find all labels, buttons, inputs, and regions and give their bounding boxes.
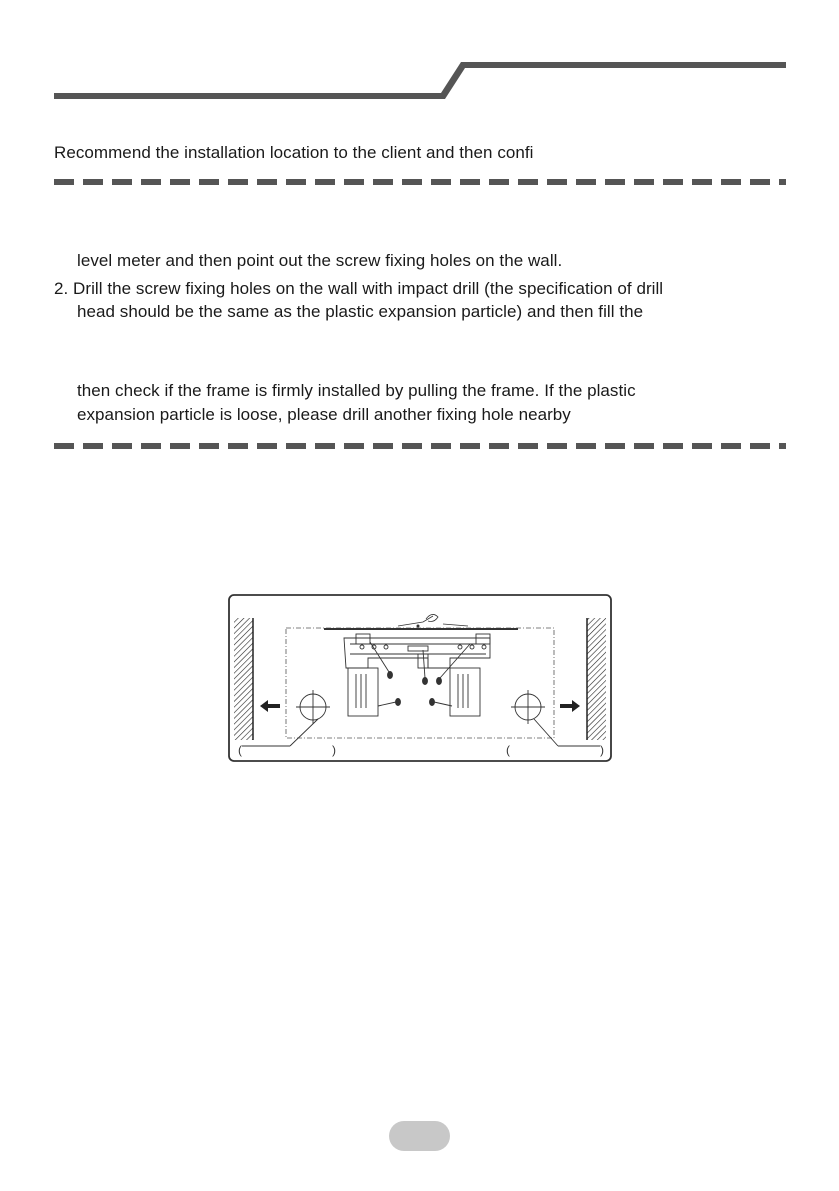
page-number-badge [389,1121,450,1151]
intro-text: Recommend the installation location to the client and then confi [54,143,534,162]
step-text-line: level meter and then point out the screw fixing holes on the wall. [77,251,563,270]
step-text-line: head should be the same as the plastic expansion particle) and then fill the [77,302,644,321]
left-label-close: ) [332,743,336,757]
dashed-divider-top [54,179,786,185]
installation-diagram [228,594,612,762]
step-text-line: then check if the frame is firmly installed by pulling the frame. If the plastic [77,381,636,400]
section-header-rule [0,0,839,110]
left-label-open: ( [238,743,242,757]
dashed-divider-bottom [54,443,786,449]
left-wall [234,618,253,740]
right-wall [587,618,606,740]
step-text-line: expansion particle is loose, please drill another fixing hole nearby [77,405,571,424]
right-label-close: ) [600,743,604,757]
right-label-open: ( [506,743,510,757]
mounting-frame-figure [228,594,612,762]
step-2-text: 2. Drill the screw fixing holes on the wall with impact drill (the specification of drill [54,279,664,298]
